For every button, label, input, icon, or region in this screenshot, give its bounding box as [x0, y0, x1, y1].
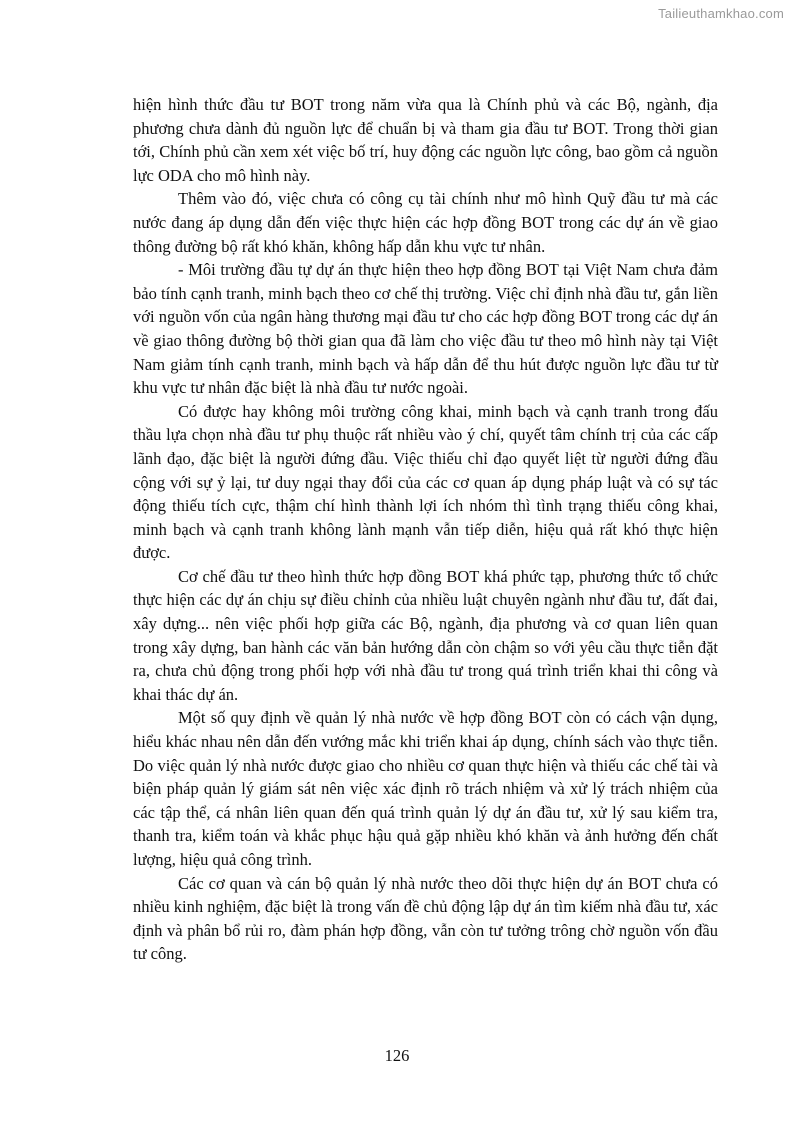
paragraph-5: Cơ chế đầu tư theo hình thức hợp đồng BOT khá phức tạp, phương thức tổ chức thực hiện các dự án chịu sự điều chỉnh của nhiều luật chuyên ngành như đầu tư, đất đai, xây dựng... nên việc phối hợp giữa các Bộ, ngành, địa phương và cơ quan liên quan trong xây dựng, ban hành các văn bản hướng dẫn còn chậm so với yêu cầu thực tiễn đặt ra, chưa chủ động trong phối hợp với nhà đầu tư trong quá trình triển khai thi công và khai thác dự án. [133, 566, 718, 704]
paragraph-3: - Môi trường đầu tự dự án thực hiện theo hợp đồng BOT tại Việt Nam chưa đảm bảo tính cạnh tranh, minh bạch theo cơ chế thị trường. Việc chỉ định nhà đầu tư, gắn liền với nguồn vốn của ngân hàng thương mại đầu tư cho các hợp đồng BOT trong các dự án về giao thông đường bộ thời gian qua đã làm cho việc đầu tư theo mô hình này tại Việt Nam giảm tính cạnh tranh, minh bạch và hấp dẫn để thu hút được nguồn lực đầu tư từ khu vực tư nhân đặc biệt là nhà đầu tư nước ngoài. [133, 260, 718, 398]
paragraph-6: Một số quy định về quản lý nhà nước về hợp đồng BOT còn có cách vận dụng, hiểu khác nhau nên dẫn đến vướng mắc khi triển khai áp dụng, chính sách vào thực tiễn. Do việc quản lý nhà nước được giao cho nhiều cơ quan thực hiện và thiếu các chế tài và biện pháp quản lý giám sát nên việc xác định rõ trách nhiệm và xử lý trách nhiệm của các tập thể, cá nhân liên quan đến quá trình quản lý dự án đầu tư, xử lý sau kiểm tra, thanh tra, kiểm toán và khắc phục hậu quả gặp nhiều khó khăn và ảnh hưởng đến chất lượng, hiệu quả công trình. [133, 708, 718, 869]
paragraph-4: Có được hay không môi trường công khai, minh bạch và cạnh tranh trong đấu thầu lựa chọn nhà đầu tư phụ thuộc rất nhiều vào ý chí, quyết tâm chính trị của các cấp lãnh đạo, đặc biệt là người đứng đầu. Việc thiếu chỉ đạo quyết liệt từ người đứng đầu cộng với sự ỷ lại, tư duy ngại thay đổi của các cơ quan áp dụng pháp luật và có sự tác động thiếu tích cực, thậm chí hình thành lợi ích nhóm thì tình trạng thiếu công khai, minh bạch và cạnh tranh không lành mạnh vẫn tiếp diễn, hiệu quả rất khó thực hiện được. [133, 401, 718, 563]
page-number: 126 [384, 1046, 410, 1065]
paragraph-7: Các cơ quan và cán bộ quản lý nhà nước theo dõi thực hiện dự án BOT chưa có nhiều kinh nghiệm, đặc biệt là trong vấn đề chủ động lập dự án tìm kiếm nhà đầu tư, xác định và phân bổ rủi ro, đàm phán hợp đồng, vẫn còn tư tưởng trông chờ nguồn vốn đầu tư công. [133, 873, 718, 964]
document-body [133, 93, 718, 966]
paragraph-1: hiện hình thức đầu tư BOT trong năm vừa qua là Chính phủ và các Bộ, ngành, địa phương chưa dành đủ nguồn lực để chuẩn bị và tham gia đầu tư BOT. Trong thời gian tới, Chính phủ cần xem xét việc bố trí, huy động các nguồn lực công, bao gồm cả nguồn lực ODA cho mô hình này. [133, 95, 718, 185]
watermark-text: Tailieuthamkhao.com [658, 6, 784, 21]
paragraph-2: Thêm vào đó, việc chưa có công cụ tài chính như mô hình Quỹ đầu tư mà các nước đang áp dụng dẫn đến việc thực hiện các hợp đồng BOT trong các dự án về giao thông đường bộ rất khó khăn, không hấp dẫn khu vực tư nhân. [133, 189, 718, 256]
